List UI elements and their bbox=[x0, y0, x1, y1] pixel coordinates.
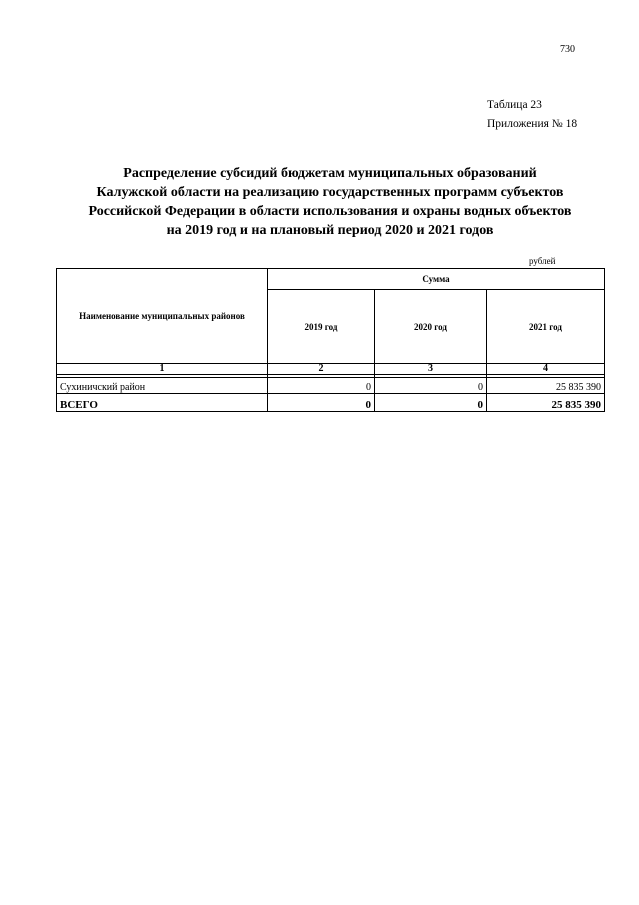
column-number: 3 bbox=[375, 364, 487, 375]
row-value-2019: 0 bbox=[268, 378, 375, 394]
column-number: 4 bbox=[487, 364, 605, 375]
sum-header: Сумма bbox=[268, 269, 605, 290]
row-value-2020: 0 bbox=[375, 378, 487, 394]
table-label: Таблица 23 bbox=[487, 99, 542, 111]
document-title bbox=[40, 164, 620, 240]
column-number: 2 bbox=[268, 364, 375, 375]
page-number: 730 bbox=[560, 44, 575, 55]
total-label: ВСЕГО bbox=[57, 394, 268, 412]
subsidy-table bbox=[56, 268, 605, 412]
row-value-2021: 25 835 390 bbox=[487, 378, 605, 394]
total-row bbox=[57, 394, 605, 412]
column-number: 1 bbox=[57, 364, 268, 375]
total-value-2019: 0 bbox=[268, 394, 375, 412]
title-line-2: Калужской области на реализацию государственных программ субъектов bbox=[96, 185, 564, 200]
year-header-2021: 2021 год bbox=[487, 290, 605, 364]
title-line-3: Российской Федерации в области использования и охраны водных объектов bbox=[88, 204, 572, 219]
total-value-2021: 25 835 390 bbox=[487, 394, 605, 412]
title-line-1: Распределение субсидий бюджетам муниципальных образований bbox=[123, 166, 537, 181]
total-value-2020: 0 bbox=[375, 394, 487, 412]
row-municipality-name: Сухиничский район bbox=[57, 378, 268, 394]
year-header-2019: 2019 год bbox=[268, 290, 375, 364]
table-row bbox=[57, 378, 605, 394]
municipality-header: Наименование муниципальных районов bbox=[57, 269, 268, 364]
table-reference bbox=[487, 96, 577, 134]
title-line-4: на 2019 год и на плановый период 2020 и 2021 годов bbox=[166, 223, 494, 238]
units-label: рублей bbox=[529, 256, 556, 266]
year-header-2020: 2020 год bbox=[375, 290, 487, 364]
appendix-label: Приложения № 18 bbox=[487, 118, 578, 130]
